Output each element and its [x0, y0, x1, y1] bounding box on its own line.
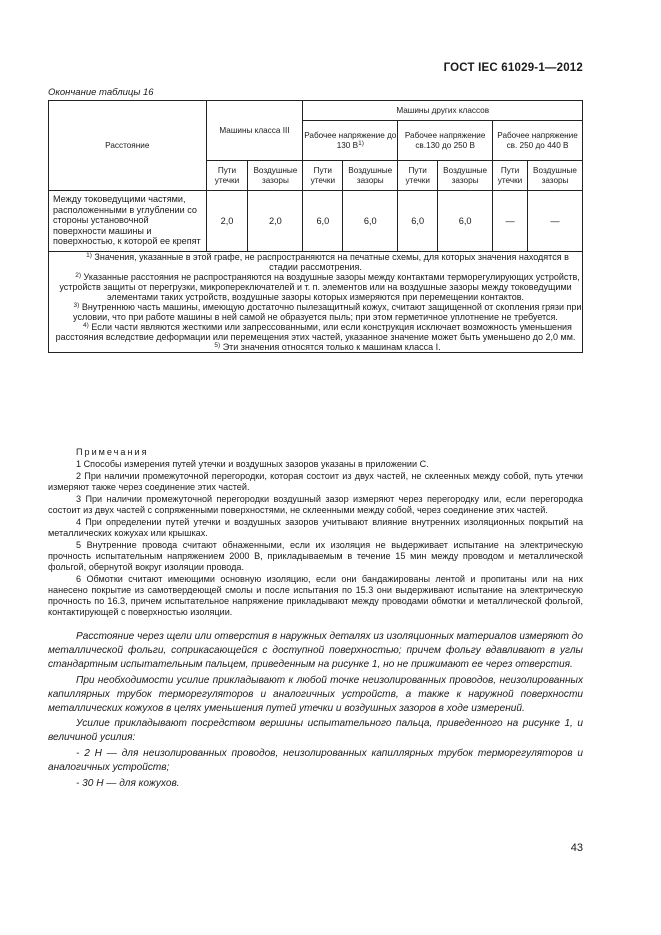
- note-item: 5 Внутренние провода считают обнаженными, если их изоляция не выдерживает испытание на электрическую прочность испытательным напряжением 2000 В, прикладываемым в течение 15 мин между проводом и металлической фольгой, обернутой вокруг изоляции провода.: [48, 539, 583, 573]
- col-other-header: Машины других классов: [303, 101, 583, 121]
- body-paragraph: При необходимости усилие прикладывают к любой точке неизолированных проводов, неизолированных капиллярных трубок терморегуляторов и аналогичных устройств, а также к наружной поверхности металлических кожухов в целях уменьшения путей утечки и воздушных зазоров в ходе измерений.: [48, 674, 583, 714]
- table-caption: Окончание таблицы 16: [48, 87, 154, 98]
- cell-value: 6,0: [398, 191, 438, 252]
- page-number: 43: [570, 842, 583, 854]
- leak-header: Пути утечки: [303, 161, 343, 191]
- body-paragraph: Усилие прикладывают посредством вершины испытательного пальца, приведенного на рисунке 1, и величиной усилия:: [48, 718, 583, 744]
- sub-440-header: Рабочее напряжение св. 250 до 440 В: [493, 121, 583, 161]
- cell-value: —: [528, 191, 583, 252]
- footnote: $^{4)}$ Если части являются жесткими или запрессованными, или если конструкция исключает возможность уменьшения расстояния вследствие деформации или перемещения этих частей, указанное значение может быть уменьшено до 2,0 мм.: [55, 321, 576, 342]
- notes-title: Примечания: [76, 447, 149, 457]
- sub-250-header: Рабочее напряжение св.130 до 250 В: [398, 121, 493, 161]
- col-class3-header: Машины класса III: [206, 101, 303, 161]
- table-footnotes: [49, 251, 583, 352]
- cell-value: 6,0: [303, 191, 343, 252]
- distance-table: [48, 100, 583, 353]
- cell-value: 6,0: [438, 191, 493, 252]
- body-list-item: - 2 Н — для неизолированных проводов, неизолированных капиллярных трубок терморегуляторов и аналогичных устройств;: [48, 748, 583, 774]
- leak-header: Пути утечки: [206, 161, 248, 191]
- row-description: Между токоведущими частями, расположенными в углублении со стороны установочной поверхности машины и поверхностью, к которой ее крепят: [49, 191, 207, 252]
- air-header: Воздушные зазоры: [248, 161, 303, 191]
- air-header: Воздушные зазоры: [438, 161, 493, 191]
- body-text: [48, 630, 583, 793]
- cell-value: 2,0: [206, 191, 248, 252]
- sub-130-header: Рабочее напряжение до 130 $В^{1)}$: [303, 121, 398, 161]
- body-paragraph: Расстояние через щели или отверстия в наружных деталях из изоляционных материалов измеряют до металлической фольги, соприкасающейся с доступной поверхностью; причем фольгу вдавливают в углы стандартным испытательным пальцем, приведенным на рисунке 1, но не прижимают ее через отверстия.: [48, 631, 583, 670]
- leak-header: Пути утечки: [398, 161, 438, 191]
- leak-header: Пути утечки: [493, 161, 528, 191]
- standard-header: ГОСТ IEC 61029-1—2012: [443, 62, 583, 74]
- body-list-item: - 30 Н — для кожухов.: [76, 778, 180, 790]
- note-item: 2 При наличии промежуточной перегородки, которая состоит из двух частей, не склеенных между собой, путь утечки измеряют также через соединение этих частей.: [48, 470, 583, 493]
- col-distance-header: Расстояние: [49, 101, 207, 191]
- notes-section: [48, 447, 583, 619]
- footnote: $^{1)}$ Значения, указанные в этой графе, не распространяются на печатные схемы, для которых значения находятся в стадии рассмотрения.: [86, 251, 569, 272]
- table-row: [49, 191, 583, 252]
- air-header: Воздушные зазоры: [343, 161, 398, 191]
- footnote: $^{2)}$ Указанные расстояния не распространяются на воздушные зазоры между контактами терморегулирующих устройств, устройств защиты от перегрузки, микропереключателей и т. п. элементов или на воздушные зазоры между токоведущими элементами таких устройств, воздушные зазоры которых измеряются при перемещении контактов.: [59, 271, 580, 302]
- note-item: 3 При наличии промежуточной перегородки воздушный зазор измеряют через перегородку или, если перегородка состоит из двух частей с сопряженными поверхностями, не склеенными между собой, через соединение этих частей.: [48, 493, 583, 516]
- cell-value: 2,0: [248, 191, 303, 252]
- cell-value: —: [493, 191, 528, 252]
- footnote: $^{3)}$ Внутреннюю часть машины, имеющую достаточно пылезащитный кожух, считают защищенной от скопления грязи при условии, что при работе машины в ней самой не образуется пыль; при этом герметичное уплотнение не требуется.: [73, 301, 582, 322]
- footnote: $^{5)}$ Эти значения относятся только к машинам класса I.: [214, 341, 441, 352]
- note-item: 6 Обмотки считают имеющими основную изоляцию, если они бандажированы лентой и пропитаны или на них нанесено покрытие из самотвердеющей смолы и после испытания по 15.3 они выдерживают испытание на электрическую прочность по 16.3, причем испытательное напряжение прикладывают между проводами обмотки и металлической фольгой, контактирующей с поверхностью изоляции.: [48, 573, 583, 618]
- cell-value: 6,0: [343, 191, 398, 252]
- note-item: 4 При определении путей утечки и воздушных зазоров учитывают влияние внутренних изоляционных покрытий на металлических кожухах или крышках.: [48, 516, 583, 538]
- air-header: Воздушные зазоры: [528, 161, 583, 191]
- note-item: 1 Способы измерения путей утечки и воздушных зазоров указаны в приложении С.: [76, 459, 429, 470]
